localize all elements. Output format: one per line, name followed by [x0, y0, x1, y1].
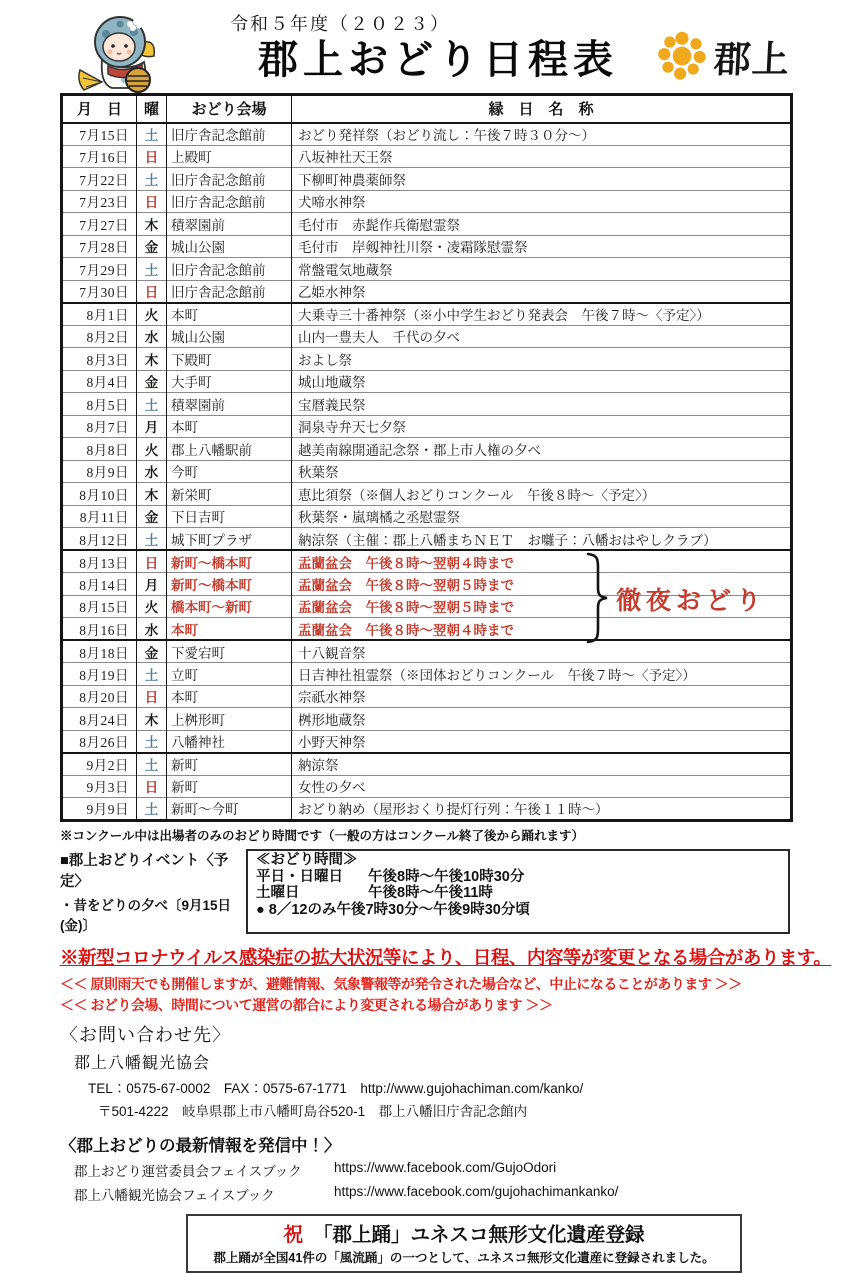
weekday-cell: 火 — [137, 595, 167, 618]
date-cell: 8月8日 — [62, 438, 137, 461]
weekday-cell: 日 — [137, 280, 167, 303]
weekday-cell: 木 — [137, 348, 167, 371]
festival-cell: おどり納め（屋形おくり提灯行列：午後１１時～） — [292, 798, 792, 821]
table-row — [62, 438, 792, 461]
concours-footnote: ※コンクール中は出場者のみのおどり時間です（一般の方はコンクール終了後から踊れます） — [60, 829, 585, 843]
festival-cell: 盂蘭盆会 午後８時～翌朝４時まで — [292, 618, 792, 641]
date-cell: 9月9日 — [62, 798, 137, 821]
table-row — [62, 640, 792, 663]
venue-cell: 旧庁舎記念館前 — [167, 168, 292, 191]
festival-cell: 十八観音祭 — [292, 640, 792, 663]
unesco-title-line — [192, 1219, 736, 1247]
header-date: 月 日 — [62, 95, 137, 123]
schedule-body — [62, 123, 792, 821]
venue-cell: 八幡神社 — [167, 730, 292, 753]
date-cell: 7月16日 — [62, 145, 137, 168]
event-block — [60, 849, 246, 934]
flower-dots-icon — [654, 28, 710, 84]
venue-cell: 下殿町 — [167, 348, 292, 371]
event-item: ・昔をどりの夕べ〔9月15日(金)〕 — [60, 898, 232, 933]
table-row — [62, 528, 792, 551]
table-row — [62, 730, 792, 753]
date-cell: 7月29日 — [62, 258, 137, 281]
unesco-shuku-mark: 祝 — [283, 1224, 303, 1246]
table-row — [62, 370, 792, 393]
date-cell: 8月26日 — [62, 730, 137, 753]
table-row — [62, 663, 792, 686]
weekday-cell: 土 — [137, 393, 167, 416]
weekday-cell: 土 — [137, 798, 167, 821]
table-row — [62, 280, 792, 303]
header-day: 曜 — [137, 95, 167, 123]
weekday-cell: 月 — [137, 573, 167, 596]
venue-cell: 上殿町 — [167, 145, 292, 168]
festival-cell: 宗祇水神祭 — [292, 685, 792, 708]
table-row — [62, 348, 792, 371]
festival-cell: 山内一豊夫人 千代の夕べ — [292, 325, 792, 348]
festival-cell: 盂蘭盆会 午後８時～翌朝４時まで — [292, 550, 792, 573]
weekday-cell: 土 — [137, 528, 167, 551]
festival-cell: 越美南線開通記念祭・郡上市人権の夕べ — [292, 438, 792, 461]
date-cell: 8月19日 — [62, 663, 137, 686]
table-row — [62, 685, 792, 708]
festival-cell: 納涼祭 — [292, 753, 792, 776]
table-row — [62, 618, 792, 641]
weekday-cell: 月 — [137, 415, 167, 438]
contact-organization: 郡上八幡観光協会 — [74, 1055, 211, 1072]
weekday-cell: 金 — [137, 370, 167, 393]
special-time-note: ● 8／12のみ午後7時30分～午後9時30分頃 — [256, 901, 530, 918]
venue-cell: 郡上八幡駅前 — [167, 438, 292, 461]
weekday-time-label: 平日・日曜日 — [256, 868, 343, 885]
date-cell: 8月9日 — [62, 460, 137, 483]
venue-cell: 新栄町 — [167, 483, 292, 506]
table-row — [62, 415, 792, 438]
date-cell: 8月2日 — [62, 325, 137, 348]
festival-cell: 乙姫水神祭 — [292, 280, 792, 303]
table-row — [62, 550, 792, 573]
weekday-cell: 木 — [137, 483, 167, 506]
date-cell: 8月3日 — [62, 348, 137, 371]
weekday-cell: 火 — [137, 303, 167, 326]
table-header-row — [62, 95, 792, 123]
table-row — [62, 460, 792, 483]
venue-cell: 旧庁舎記念館前 — [167, 258, 292, 281]
table-row — [62, 775, 792, 798]
date-cell: 8月24日 — [62, 708, 137, 731]
social-row-odori — [74, 1160, 790, 1180]
table-row — [62, 235, 792, 258]
venue-cell: 下愛宕町 — [167, 640, 292, 663]
festival-cell: 小野天神祭 — [292, 730, 792, 753]
festival-cell: 洞泉寺弁天七夕祭 — [292, 415, 792, 438]
rain-warning: ＜＜ 原則雨天でも開催しますが、避難情報、気象警報等が発令された場合など、中止になることがあります ＞＞ — [60, 976, 742, 992]
weekday-cell: 土 — [137, 730, 167, 753]
venue-cell: 新町 — [167, 775, 292, 798]
festival-cell: 犬啼水神祭 — [292, 190, 792, 213]
venue-cell: 新町～橋本町 — [167, 550, 292, 573]
table-row — [62, 213, 792, 236]
date-cell: 7月23日 — [62, 190, 137, 213]
contact-tel-fax-url: TEL：0575-67-0002 FAX：0575-67-1771 http://www.gujohachiman.com/kanko/ — [88, 1081, 584, 1096]
date-cell: 9月2日 — [62, 753, 137, 776]
date-cell: 8月1日 — [62, 303, 137, 326]
date-cell: 8月15日 — [62, 595, 137, 618]
table-row — [62, 393, 792, 416]
festival-cell: 毛付市 赤髭作兵衛慰霊祭 — [292, 213, 792, 236]
date-cell: 8月12日 — [62, 528, 137, 551]
fan-icon — [79, 70, 102, 90]
table-row — [62, 708, 792, 731]
date-cell: 8月5日 — [62, 393, 137, 416]
allnight-brace — [585, 552, 611, 649]
event-heading: ■郡上おどりイベント〈予定〉 — [60, 853, 229, 890]
date-cell: 8月10日 — [62, 483, 137, 506]
venue-cell: 城山公園 — [167, 235, 292, 258]
fiscal-year: 令和５年度（２０２３） — [230, 14, 450, 34]
header — [60, 10, 790, 92]
date-cell: 8月13日 — [62, 550, 137, 573]
weekday-cell: 土 — [137, 663, 167, 686]
table-row — [62, 303, 792, 326]
logo-text: 郡上 — [712, 39, 791, 80]
date-cell: 9月3日 — [62, 775, 137, 798]
date-cell: 8月18日 — [62, 640, 137, 663]
covid-warning: ※新型コロナウイルス感染症の拡大状況等により、日程、内容等が変更となる場合があります。 — [60, 947, 832, 968]
festival-cell: おどり発祥祭（おどり流し：午後７時３０分～） — [292, 123, 792, 146]
page-title: 郡上おどり日程表 — [258, 37, 618, 82]
social-heading: 〈郡上おどりの最新情報を発信中！〉 — [60, 1137, 341, 1155]
table-row — [62, 483, 792, 506]
festival-cell: 日吉神社祖霊祭（※団体おどりコンクール 午後７時～〈予定〉） — [292, 663, 792, 686]
venue-cell: 橋本町～新町 — [167, 595, 292, 618]
venue-cell: 新町～今町 — [167, 798, 292, 821]
mascot-illustration — [72, 12, 172, 98]
venue-cell: 旧庁舎記念館前 — [167, 190, 292, 213]
table-row — [62, 123, 792, 146]
weekday-cell: 土 — [137, 258, 167, 281]
weekday-cell: 水 — [137, 460, 167, 483]
table-row — [62, 798, 792, 821]
weekday-cell: 火 — [137, 438, 167, 461]
date-cell: 8月11日 — [62, 505, 137, 528]
festival-cell: 盂蘭盆会 午後８時～翌朝５時まで — [292, 573, 792, 596]
allnight-label: 徹夜おどり — [616, 588, 767, 615]
weekday-cell: 金 — [137, 505, 167, 528]
weekday-cell: 金 — [137, 235, 167, 258]
festival-cell: 秋葉祭 — [292, 460, 792, 483]
date-cell: 7月15日 — [79, 128, 129, 143]
date-cell: 7月30日 — [62, 280, 137, 303]
venue-cell: 積翠園前 — [167, 213, 292, 236]
festival-cell: 下柳町神農薬師祭 — [292, 168, 792, 191]
venue-cell: 下日吉町 — [167, 505, 292, 528]
festival-cell: 盂蘭盆会 午後８時～翌朝５時まで — [292, 595, 792, 618]
weekday-time-value: 午後8時～午後10時30分 — [368, 868, 525, 885]
festival-cell: 桝形地蔵祭 — [292, 708, 792, 731]
venue-cell: 本町 — [167, 685, 292, 708]
saturday-time-value: 午後8時～午後11時 — [368, 885, 493, 902]
weekday-cell: 日 — [137, 775, 167, 798]
weekday-cell: 土 — [137, 123, 167, 146]
header-name: 縁 日 名 称 — [292, 95, 792, 123]
venue-cell: 本町 — [167, 415, 292, 438]
venue-cell: 旧庁舎記念館前 — [167, 280, 292, 303]
weekday-cell: 日 — [137, 550, 167, 573]
weekday-cell: 日 — [137, 685, 167, 708]
odori-time-box — [246, 849, 790, 934]
contact-heading: 〈お問い合わせ先〉 — [60, 1025, 231, 1045]
date-cell: 7月22日 — [62, 168, 137, 191]
venue-cell: 新町 — [167, 753, 292, 776]
time-box-title: ≪おどり時間≫ — [256, 852, 358, 868]
table-row — [62, 258, 792, 281]
contact-address: 〒501-4222 岐阜県郡上市八幡町島谷520-1 郡上八幡旧庁舎記念館内 — [98, 1104, 528, 1119]
date-cell: 8月7日 — [62, 415, 137, 438]
social-url: https://www.facebook.com/GujoOdori — [334, 1160, 557, 1175]
table-row — [62, 190, 792, 213]
venue-cell: 本町 — [167, 303, 292, 326]
venue-cell: 城下町プラザ — [167, 528, 292, 551]
weekday-cell: 金 — [137, 640, 167, 663]
date-cell: 7月28日 — [62, 235, 137, 258]
weekday-cell: 土 — [137, 753, 167, 776]
social-name: 郡上八幡観光協会フェイスブック — [74, 1188, 275, 1203]
saturday-time-label: 土曜日 — [256, 885, 300, 902]
festival-cell: 恵比須祭（※個人おどりコンクール 午後８時～〈予定〉） — [292, 483, 792, 506]
festival-cell: 秋葉祭・嵐璃橘之丞慰霊祭 — [292, 505, 792, 528]
social-name: 郡上おどり運営委員会フェイスブック — [74, 1164, 302, 1179]
festival-cell: 八坂神社天王祭 — [292, 145, 792, 168]
date-cell: 8月16日 — [62, 618, 137, 641]
date-cell: 8月4日 — [62, 370, 137, 393]
venue-cell: 大手町 — [167, 370, 292, 393]
table-row — [62, 168, 792, 191]
date-cell: 8月20日 — [62, 685, 137, 708]
venue-cell: 積翠園前 — [167, 393, 292, 416]
weekday-cell: 日 — [137, 190, 167, 213]
table-row — [62, 325, 792, 348]
weekday-cell: 木 — [137, 708, 167, 731]
weekday-cell: 日 — [137, 145, 167, 168]
unesco-title: 「郡上踊」ユネスコ無形文化遺産登録 — [313, 1224, 645, 1246]
festival-cell: 大乗寺三十番神祭（※小中学生おどり発表会 午後７時～〈予定〉） — [292, 303, 792, 326]
festival-cell: 毛付市 岸剱神社川祭・凌霜隊慰霊祭 — [292, 235, 792, 258]
date-cell: 7月27日 — [62, 213, 137, 236]
venue-cell: 本町 — [167, 618, 292, 641]
date-cell: 8月14日 — [62, 573, 137, 596]
festival-cell: およし祭 — [292, 348, 792, 371]
venue-cell: 城山公園 — [167, 325, 292, 348]
title-block — [200, 10, 660, 84]
festival-cell: 宝暦義民祭 — [292, 393, 792, 416]
table-row — [62, 505, 792, 528]
weekday-cell: 水 — [137, 618, 167, 641]
venue-cell: 新町～橋本町 — [167, 573, 292, 596]
schedule-table — [60, 93, 793, 822]
social-row-kanko — [74, 1184, 790, 1204]
table-row — [62, 753, 792, 776]
venue-cell: 旧庁舎記念館前 — [167, 123, 292, 146]
weekday-cell: 木 — [137, 213, 167, 236]
venue-cell: 立町 — [167, 663, 292, 686]
venue-cell: 上桝形町 — [167, 708, 292, 731]
festival-cell: 常盤電気地蔵祭 — [292, 258, 792, 281]
header-venue: おどり会場 — [167, 95, 292, 123]
festival-cell: 城山地蔵祭 — [292, 370, 792, 393]
change-warning: ＜＜ おどり会場、時間について運営の都合により変更される場合があります ＞＞ — [60, 997, 553, 1013]
unesco-body: 郡上踊が全国41件の「風流踊」の一つとして、ユネスコ無形文化遺産に登録されました。 — [213, 1251, 715, 1265]
unesco-box — [186, 1214, 742, 1273]
social-url: https://www.facebook.com/gujohachimankanko/ — [334, 1184, 619, 1199]
weekday-cell: 水 — [137, 325, 167, 348]
lower-section — [60, 826, 832, 1273]
venue-cell: 今町 — [167, 460, 292, 483]
gujo-logo — [654, 28, 790, 84]
weekday-cell: 土 — [137, 168, 167, 191]
festival-cell: 納涼祭（主催：郡上八幡まちＮＥＴ お囃子：八幡おはやしクラブ） — [292, 528, 792, 551]
festival-cell: 女性の夕べ — [292, 775, 792, 798]
table-row — [62, 145, 792, 168]
